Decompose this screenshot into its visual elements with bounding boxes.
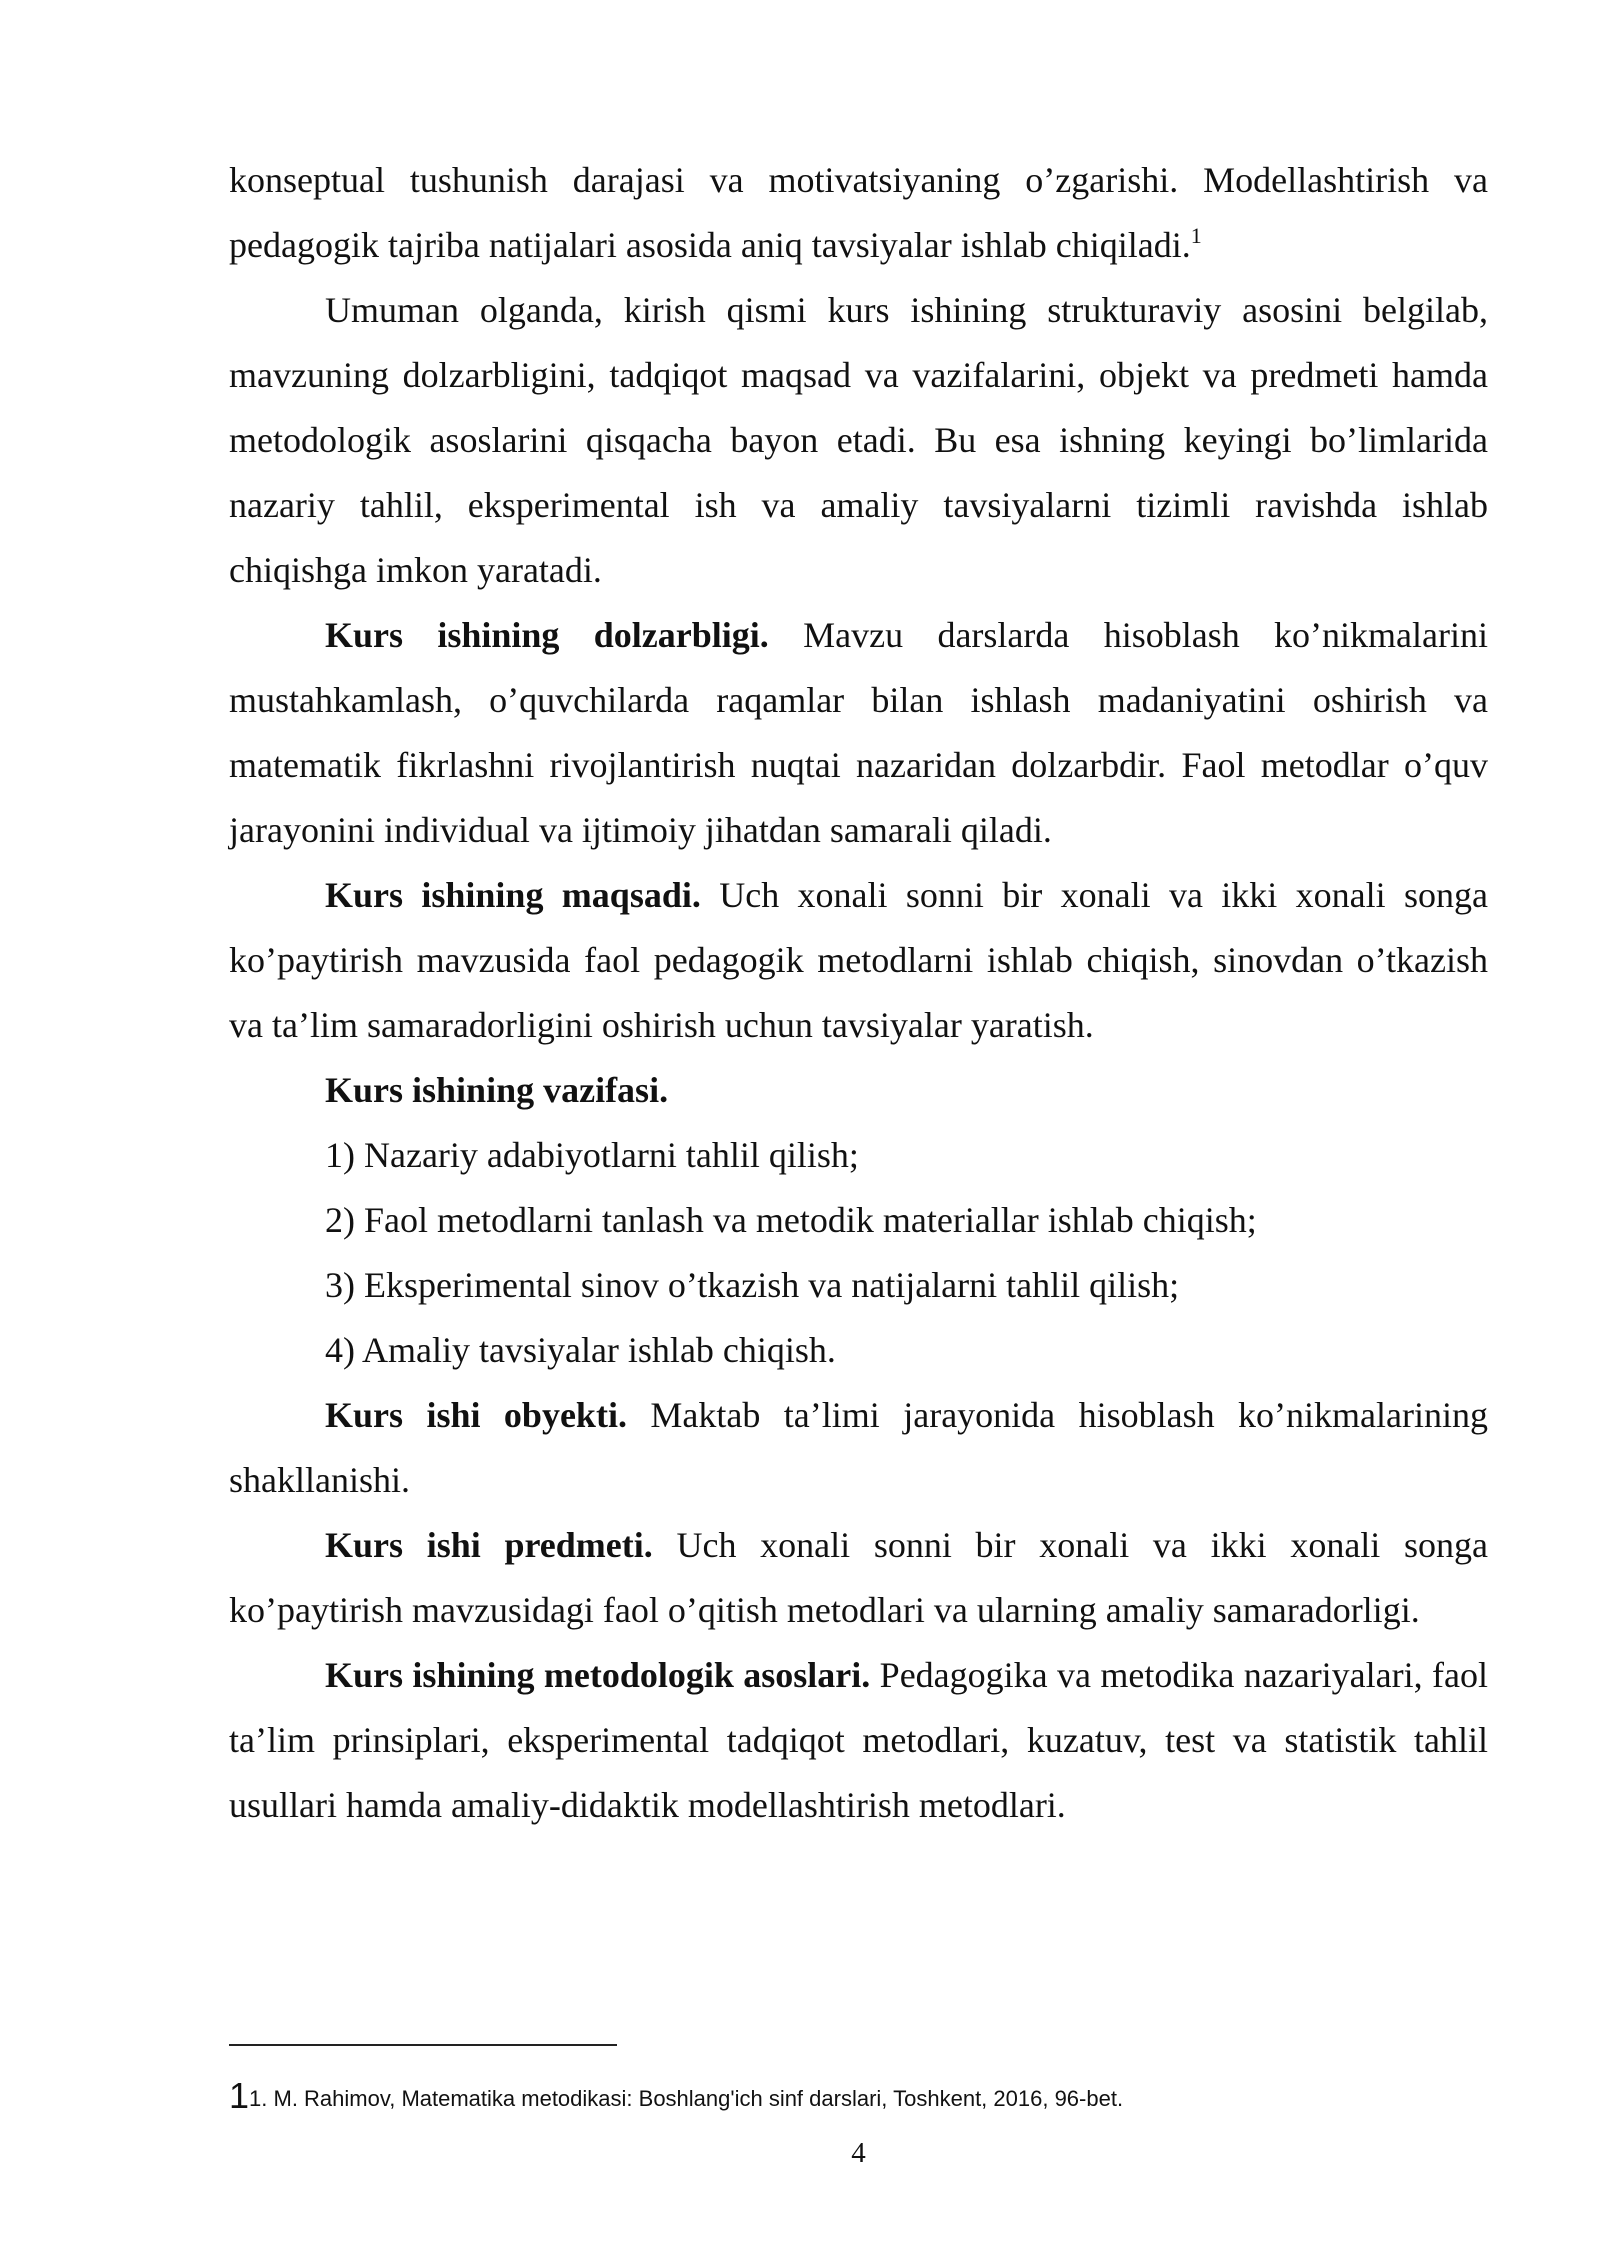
paragraph-text: Uch xonali sonni bir xonali va ikki xonali songa ko’paytirish mavzusidagi faol o’qitish metodlari va ularning amaliy samaradorligi.: [229, 1525, 1488, 1630]
page-number: 4: [851, 2137, 866, 2169]
section-heading: Kurs ishining vazifasi.: [325, 1070, 669, 1110]
paragraph-tasks-heading: [229, 1058, 1488, 1123]
paragraph-subject: [229, 1513, 1488, 1643]
paragraph-methodology: [229, 1643, 1488, 1838]
task-list-item: 2) Faol metodlarni tanlash va metodik materiallar ishlab chiqish;: [325, 1200, 1257, 1240]
paragraph-intro-continuation: [229, 148, 1488, 278]
task-list-item: 1) Nazariy adabiyotlarni tahlil qilish;: [325, 1135, 859, 1175]
footnote-reference: 1: [1190, 223, 1202, 248]
paragraph-text: Mavzu darslarda hisoblash ko’nikmalarini mustahkamlash, o’quvchilarda raqamlar bilan ishlash madaniyatini oshirish va matematik fikrlashni rivojlantirish nuqtai nazaridan dolzarbdir. Faol metodlar o’quv jarayonini individual va ijtimoiy jihatdan samarali qiladi.: [229, 615, 1488, 850]
paragraph-text: Maktab ta’limi jarayonida hisoblash ko’nikmalarining shakllanishi.: [229, 1395, 1488, 1500]
section-heading: Kurs ishining dolzarbligi.: [325, 615, 769, 655]
task-list-item: 3) Eksperimental sinov o’tkazish va natijalarni tahlil qilish;: [325, 1265, 1180, 1305]
paragraph-object: [229, 1383, 1488, 1513]
task-list-item: 4) Amaliy tavsiyalar ishlab chiqish.: [325, 1330, 836, 1370]
paragraph-goal: [229, 863, 1488, 1058]
paragraph-text: konseptual tushunish darajasi va motivatsiyaning o’zgarishi. Modellashtirish va pedagogik tajriba natijalari asosida aniq tavsiyalar ishlab chiqiladi.: [229, 160, 1488, 265]
paragraph-relevance: [229, 603, 1488, 863]
footnote: [229, 2075, 1488, 2117]
body-text: [229, 148, 1488, 1838]
footnote-separator: [229, 2044, 617, 2046]
paragraph-text: Umuman olganda, kirish qismi kurs ishining strukturaviy asosini belgilab, mavzuning dolzarbligini, tadqiqot maqsad va vazifalarini, objekt va predmeti hamda metodologik asoslarini qisqacha bayon etadi. Bu esa ishning keyingi bo’limlarida nazariy tahlil, eksperimental ish va amaliy tavsiyalarni tizimli ravishda ishlab chiqishga imkon yaratadi.: [229, 290, 1488, 590]
section-heading: Kurs ishi predmeti.: [325, 1525, 653, 1565]
footnote-marker: 1: [229, 2075, 250, 2116]
paragraph-summary: [229, 278, 1488, 603]
paragraph-text: Uch xonali sonni bir xonali va ikki xonali songa ko’paytirish mavzusida faol pedagogik metodlarni ishlab chiqish, sinovdan o’tkazish va ta’lim samaradorligini oshirish uchun tavsiyalar yaratish.: [229, 875, 1488, 1045]
section-heading: Kurs ishining maqsadi.: [325, 875, 701, 915]
footnote-text: 1. M. Rahimov, Matematika metodikasi: Boshlang'ich sinf darslari, Toshkent, 2016, 96-bet.: [249, 2086, 1124, 2111]
paragraph-text: Pedagogika va metodika nazariyalari, faol ta’lim prinsiplari, eksperimental tadqiqot metodlari, kuzatuv, test va statistik tahlil usullari hamda amaliy-didaktik modellashtirish metodlari.: [229, 1655, 1488, 1825]
section-heading: Kurs ishining metodologik asoslari.: [325, 1655, 871, 1695]
section-heading: Kurs ishi obyekti.: [325, 1395, 627, 1435]
